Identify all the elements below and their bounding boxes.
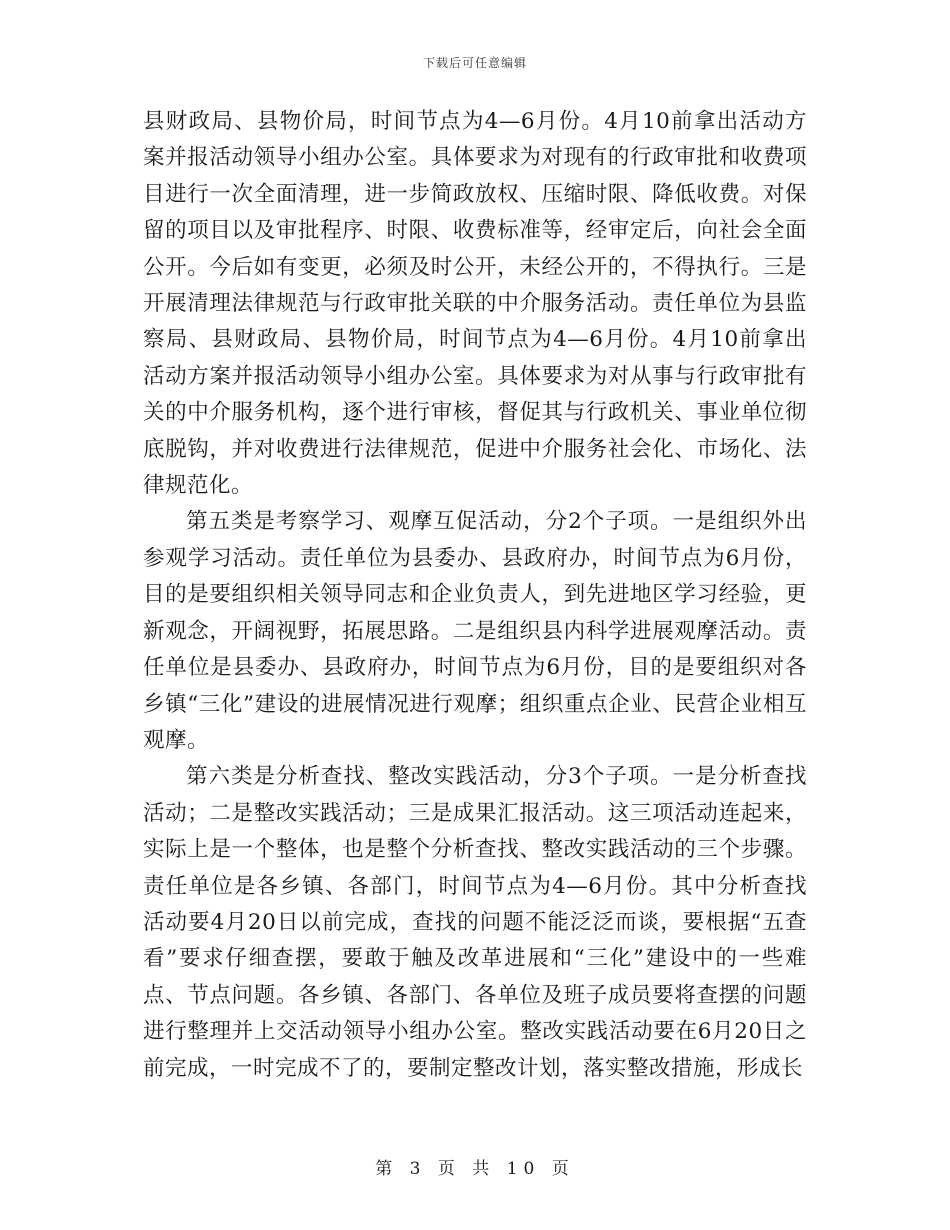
paragraph-category-six: 第六类是分析查找、整改实践活动，分3个子项。一是分析查找活动；二是整改实践活动；三是成果汇报活动。这三项活动连起来，实际上是一个整体，也是整个分析查找、整改实践活动的三个步骤。责任单位是各乡镇、各部门，时间节点为4—6月份。其中分析查找活动要4月20日以前完成，查找的问题不能泛泛而谈，要根据“五查看”要求仔细查摆，要敢于触及改革进展和“三化”建设中的一些难点、节点问题。各乡镇、各部门、各单位及班子成员要将查摆的问题进行整理并上交活动领导小组办公室。整改实践活动要在6月20日之前完成，一时完成不了的，要制定整改计划，落实整改措施，形成长 [143,764,807,1081]
paragraph-category-five: 第五类是考察学习、观摩互促活动，分2个子项。一是组织外出参观学习活动。责任单位为县委办、县政府办，时间节点为6月份，目的是要组织相关领导同志和企业负责人，到先进地区学习经验，更新观念，开阔视野，拓展思路。二是组织县内科学进展观摩活动。责任单位是县委办、县政府办，时间节点为6月份，目的是要组织对各乡镇“三化”建设的进展情况进行观摩；组织重点企业、民营企业相互观摩。 [143,509,807,753]
page-header: 下载后可任意编辑 [422,56,527,70]
paragraph-continuation: 县财政局、县物价局，时间节点为4—6月份。4月10前拿出活动方案并报活动领导小组办公室。具体要求为对现有的行政审批和收费项目进行一次全面清理，进一步简政放权、压缩时限、降低收费。对保留的项目以及审批程序、时限、收费标准等，经审定后，向社会全面公开。今后如有变更，必须及时公开，未经公开的，不得执行。三是开展清理法律规范与行政审批关联的中介服务活动。责任单位为县监察局、县财政局、县物价局，时间节点为4—6月份。4月10前拿出活动方案并报活动领导小组办公室。具体要求为对从事与行政审批有关的中介服务机构，逐个进行审核，督促其与行政机关、事业单位彻底脱钩，并对收费进行法律规范，促进中介服务社会化、市场化、法律规范化。 [143,109,807,499]
page-number-footer: 第 3 页 共 10 页 [375,1159,575,1179]
document-body [143,104,807,1087]
